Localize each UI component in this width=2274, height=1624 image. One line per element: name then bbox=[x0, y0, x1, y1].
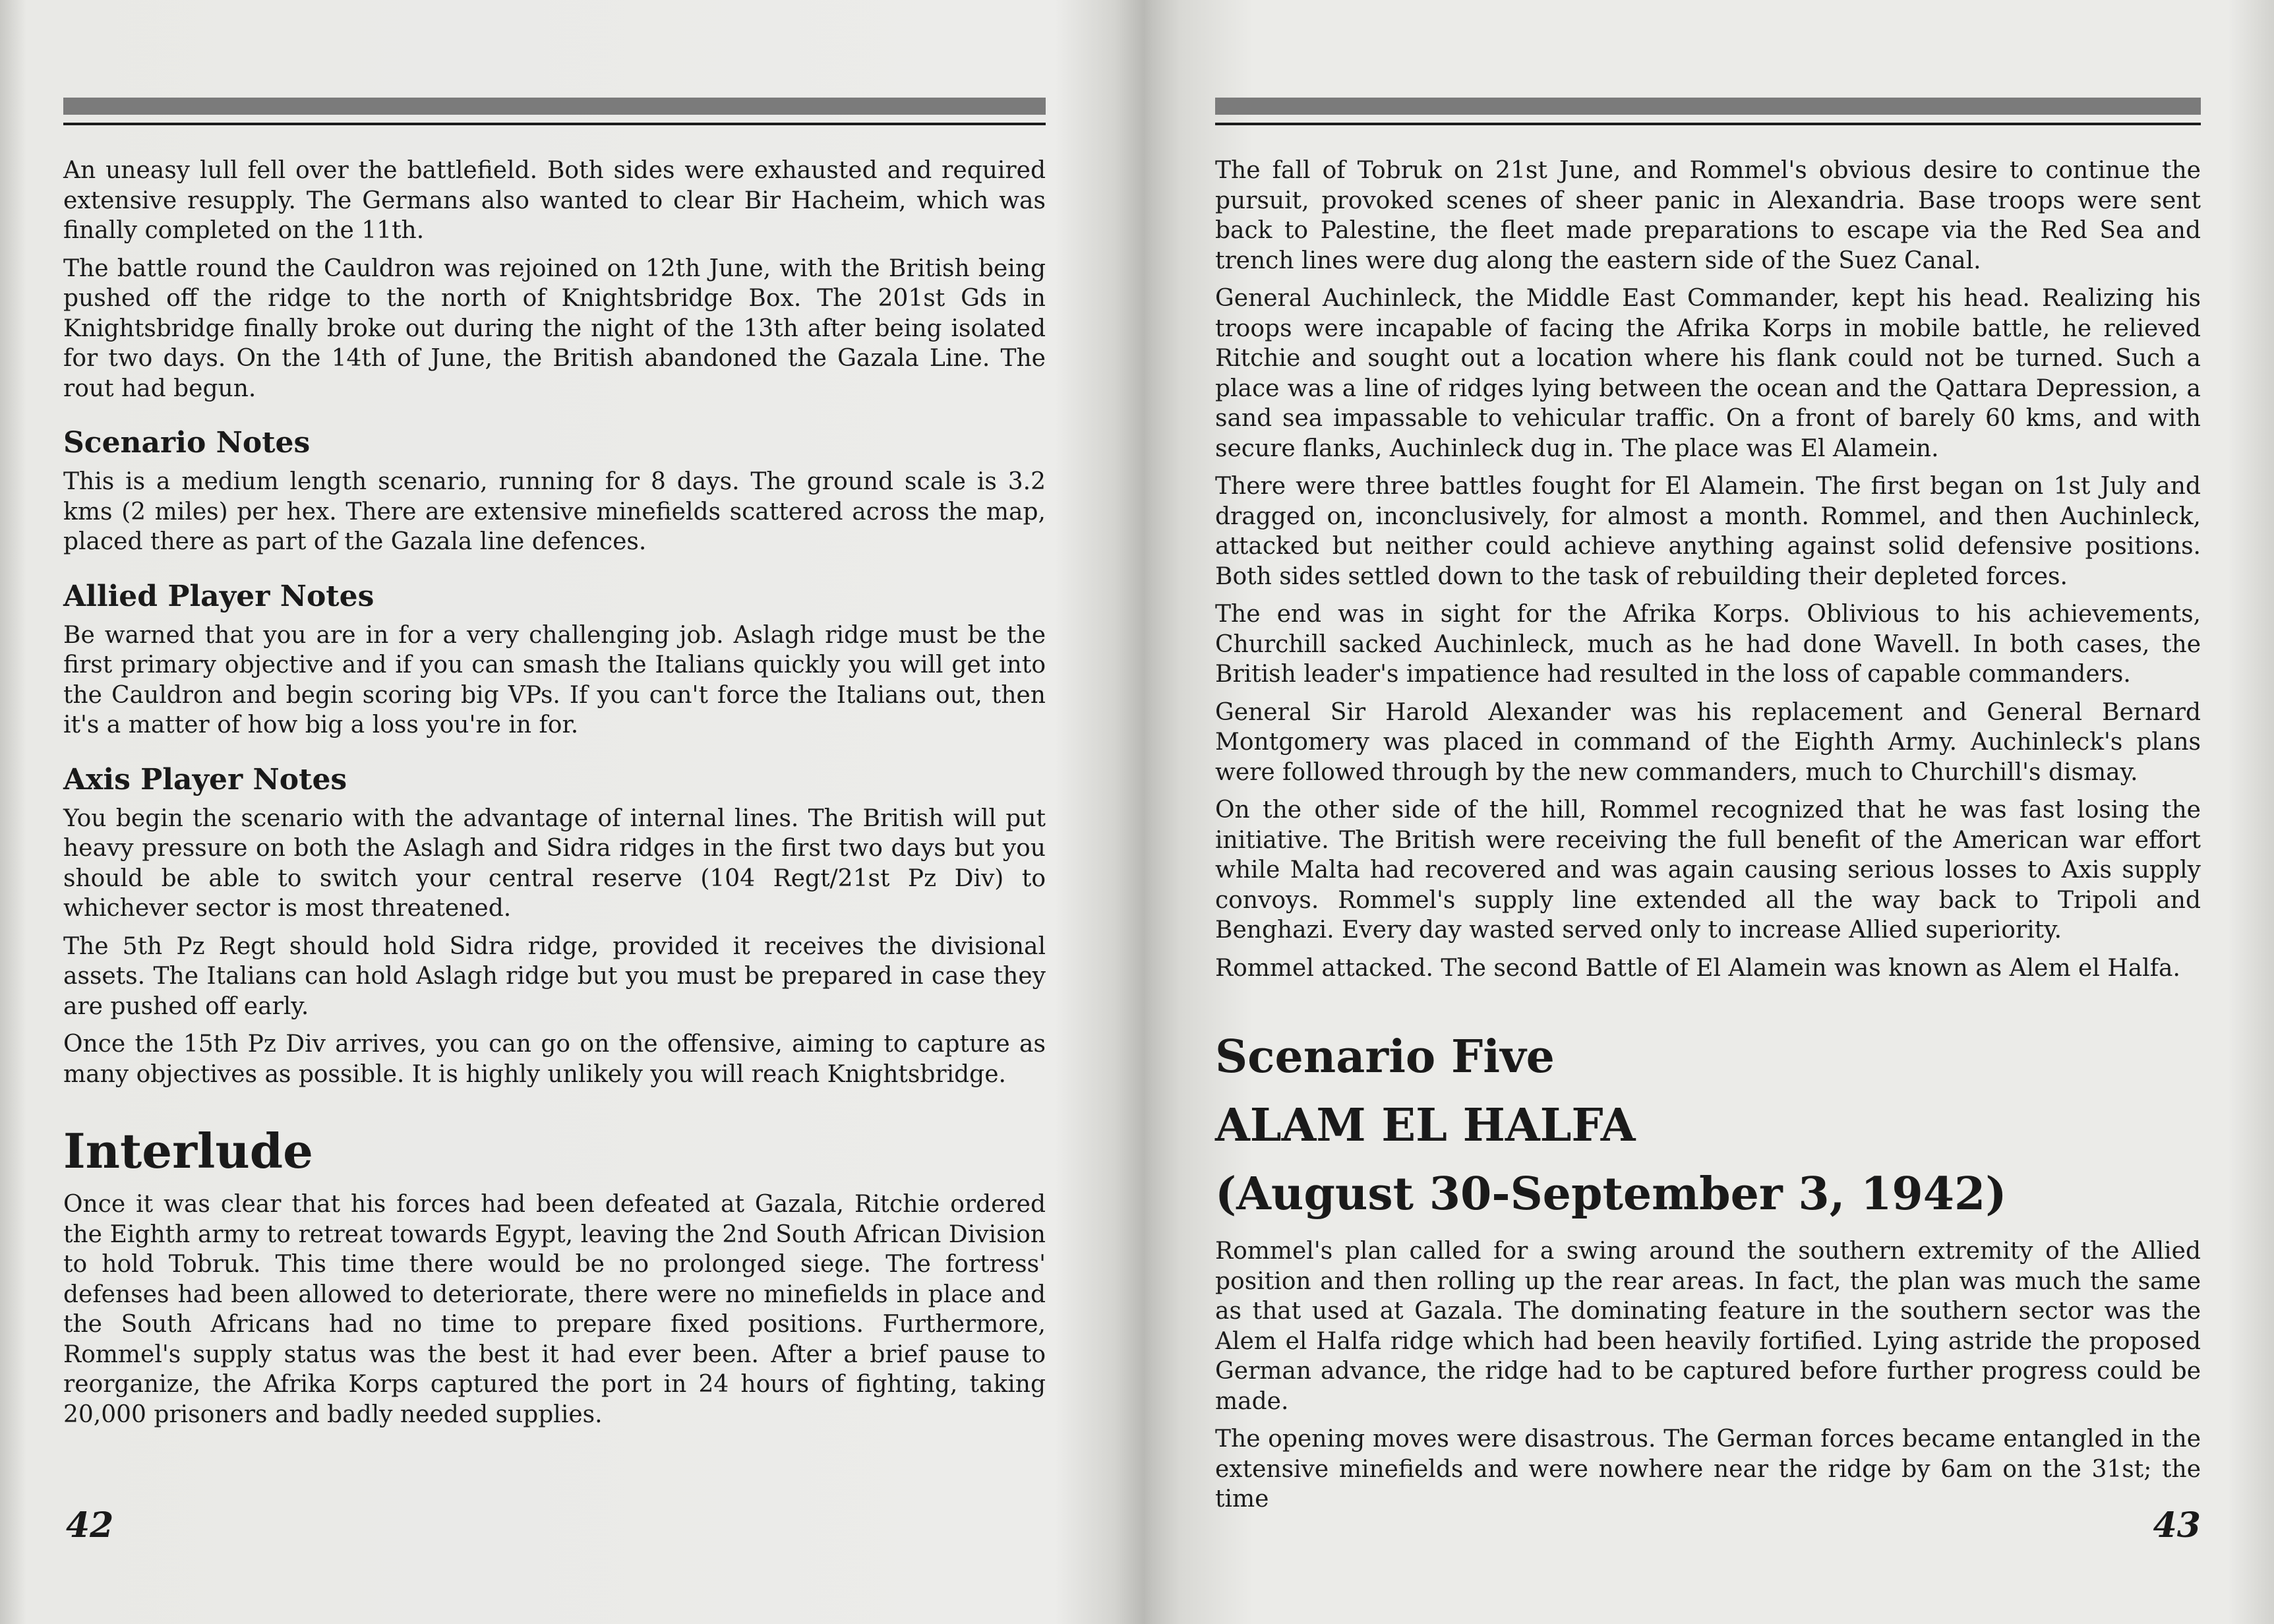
history-paragraph-6: On the other side of the hill, Rommel recognized that he was fast losing the initiative. The British were receiving the full benefit of the American war effort while Malta had recovered and was again causing serious losses to Axis supply convoys. Rommel's supply line extended all the way back to Tripoli and Benghazi. Every day wasted served only to increase Allied superiority. bbox=[1215, 797, 2201, 944]
scenario-title: ALAM EL HALFA bbox=[1215, 1099, 1636, 1152]
history-paragraph-3: There were three battles fought for El Alamein. The first began on 1st July and dragged on, inconclusively, for almost a month. Rommel, and then Auchinleck, attacked but neither could achieve anything against solid defensive positions. Both sides settled down to the task of rebuilding their depleted forces. bbox=[1215, 473, 2201, 590]
page-number-right: 43 bbox=[2153, 1505, 2201, 1546]
history-paragraph-1: The fall of Tobruk on 21st June, and Rommel's obvious desire to continue the pursuit, provoked scenes of sheer panic in Alexandria. Base troops were sent back to Palestine, the fleet made preparations to escape via the Red Sea and trench lines were dug along the eastern side of the Suez Canal. bbox=[1215, 157, 2201, 274]
history-paragraph-5: General Sir Harold Alexander was his replacement and General Bernard Montgomery was placed in command of the Eighth Army. Auchinleck's plans were followed through by the new commanders, much to Churchill's dismay. bbox=[1215, 698, 2201, 786]
history-paragraph-2: General Auchinleck, the Middle East Commander, kept his head. Realizing his troops were incapable of facing the Afrika Korps in mobile battle, he relieved Ritchie and sought out a location where his flank could not be turned. Such a place was a line of ridges lying between the ocean and the Qattara Depression, a sand sea impassable to vehicular traffic. On a front of barely 60 kms, and with secure flanks, Auchinleck dug in. The place was El Alamein. bbox=[1215, 285, 2201, 462]
right-page-content bbox=[1215, 156, 2201, 1522]
axis-notes-paragraph-3: Once the 15th Pz Div arrives, you can go on the offensive, aiming to capture as many objectives as possible. It is highly unlikely you will reach Knightsbridge. bbox=[63, 1031, 1046, 1088]
interlude-text: Once it was clear that his forces had been defeated at Gazala, Ritchie ordered the Eighth army to retreat towards Egypt, leaving the 2nd South African Division to hold Tobruk. This time there would be no prolonged siege. The fortress' defenses had been allowed to deteriorate, there were no minefields in place and the South Africans had no time to prepare fixed positions. Furthermore, Rommel's supply status was the best it had ever been. After a brief pause to reorganize, the Afrika Korps captured the port in 24 hours of fighting, taking 20,000 prisoners and badly needed supplies. bbox=[63, 1191, 1046, 1428]
scenario-label: Scenario Five bbox=[1215, 1031, 1555, 1083]
header-rule-line bbox=[1215, 123, 2201, 125]
scenario-notes-text: This is a medium length scenario, running for 8 days. The ground scale is 3.2 kms (2 miles) per hex. There are extensive minefields scattered across the map, placed there as part of the Gazala line defences. bbox=[63, 468, 1046, 555]
scenario-paragraph-1: Rommel's plan called for a swing around the southern extremity of the Allied position and then rolling up the rear areas. In fact, the plan was much the same as that used at Gazala. The dominating feature in the southern sector was the Alem el Halfa ridge which had been heavily fortified. Lying astride the proposed German advance, the ridge had to be captured before further progress could be made. bbox=[1215, 1238, 2201, 1415]
allied-notes-heading: Allied Player Notes bbox=[63, 579, 374, 613]
left-page bbox=[63, 0, 1046, 1624]
history-paragraph-4: The end was in sight for the Afrika Korps. Oblivious to his achievements, Churchill sacked Auchinleck, much as he had done Wavell. In both cases, the British leader's impatience had resulted in the loss of capable commanders. bbox=[1215, 601, 2201, 688]
scenario-title-block bbox=[1215, 1023, 2201, 1228]
axis-notes-heading: Axis Player Notes bbox=[63, 762, 347, 797]
intro-paragraph-1: An uneasy lull fell over the battlefield. Both sides were exhausted and required extensive resupply. The Germans also wanted to clear Bir Hacheim, which was finally completed on the 11th. bbox=[63, 157, 1046, 244]
allied-notes-text: Be warned that you are in for a very challenging job. Aslagh ridge must be the first primary objective and if you can smash the Italians quickly you will get into the Cauldron and begin scoring big VPs. If you can't force the Italians out, then it's a matter of how big a loss you're in for. bbox=[63, 621, 1046, 738]
scenario-dates: (August 30-September 3, 1942) bbox=[1215, 1168, 2007, 1220]
header-rule-bar bbox=[63, 98, 1046, 115]
scenario-paragraph-2: The opening moves were disastrous. The German forces became entangled in the extensive minefields and were nowhere near the ridge by 6am on the 31st; the time bbox=[1215, 1426, 2201, 1513]
header-rule-line bbox=[63, 123, 1046, 125]
history-paragraph-7: Rommel attacked. The second Battle of El Alamein was known as Alem el Halfa. bbox=[1215, 954, 2180, 982]
intro-paragraph-2: The battle round the Cauldron was rejoined on 12th June, with the British being pushed off the ridge to the north of Knightsbridge Box. The 201st Gds in Knightsbridge finally broke out during the night of the 13th after being isolated for two days. On the 14th of June, the British abandoned the Gazala Line. The rout had begun. bbox=[63, 255, 1046, 402]
axis-notes-paragraph-2: The 5th Pz Regt should hold Sidra ridge, provided it receives the divisional assets. The Italians can hold Aslagh ridge but you must be prepared in case they are pushed off early. bbox=[63, 932, 1046, 1020]
page-number-left: 42 bbox=[66, 1505, 114, 1546]
interlude-heading: Interlude bbox=[63, 1123, 313, 1179]
header-rule-bar bbox=[1215, 98, 2201, 115]
axis-notes-paragraph-1: You begin the scenario with the advantage of internal lines. The British will put heavy pressure on both the Aslagh and Sidra ridges in the first two days but you should be able to switch your central reserve (104 Regt/21st Pz Div) to whichever sector is most threatened. bbox=[63, 804, 1046, 922]
right-page bbox=[1215, 0, 2201, 1624]
left-page-content bbox=[63, 156, 1046, 1437]
scenario-notes-heading: Scenario Notes bbox=[63, 426, 311, 460]
